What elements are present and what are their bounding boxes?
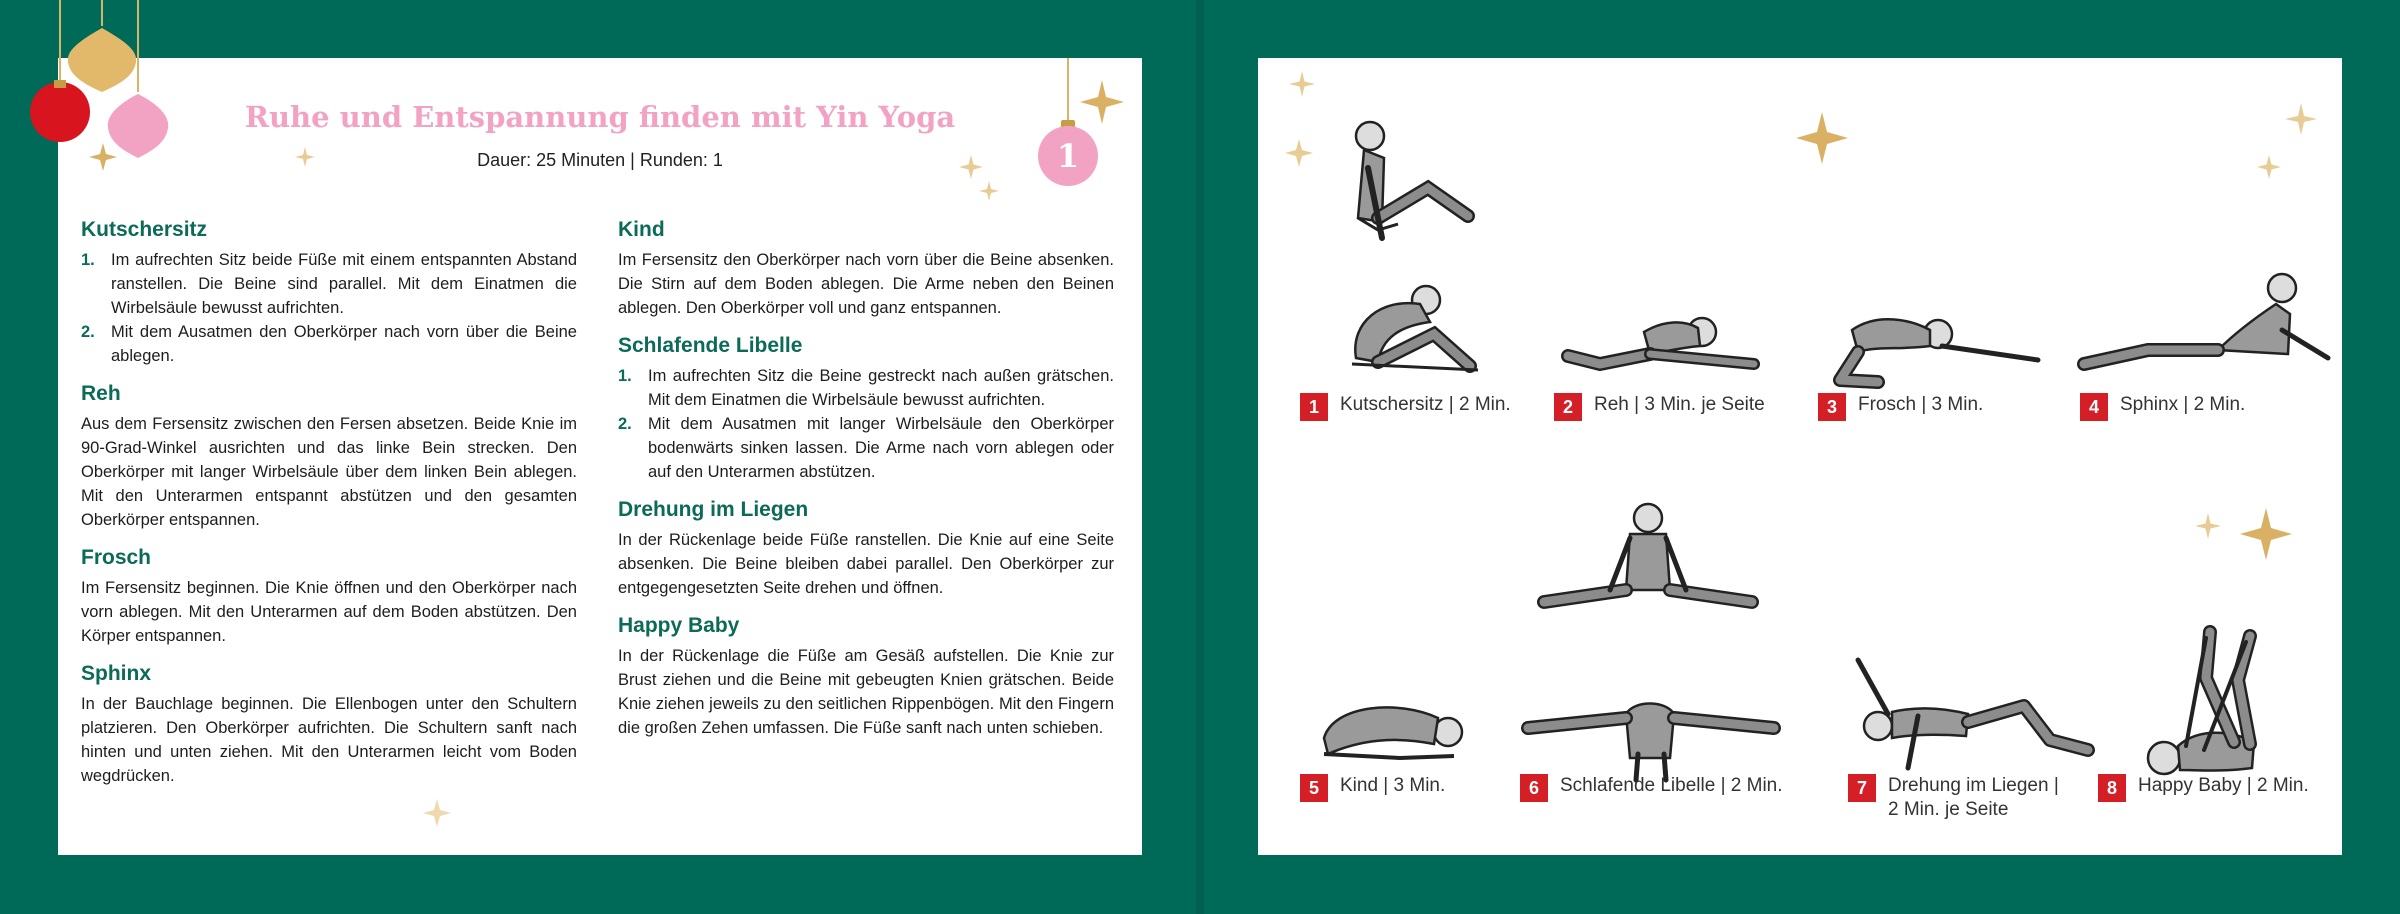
caption-text: Drehung im Liegen | bbox=[1888, 775, 2059, 796]
step-number: 1. bbox=[618, 367, 632, 385]
section-text: In der Rückenlage beide Füße ranstellen. Die Knie auf eine Seite absenken. Die Beine bleiben dabei parallel. Den Oberkörper zur entgegengesetzten Seite drehen und öffnen. bbox=[618, 531, 1114, 597]
section-text: Aus dem Fersensitz zwischen den Fersen absetzen. Beide Knie im 90-Grad-Winkel ausrichten und das linke Bein strecken. Den Oberkörper mit langer Wirbelsäule über dem linken Bein ablegen. Mit den Unterarmen entspannt abstützen und den gesamten Oberkörper entspannen. bbox=[81, 415, 577, 529]
section-text: Im Fersensitz den Oberkörper nach vorn über die Beine absenken. Die Stirn auf dem Boden ablegen. Die Arme neben den Beinen ablegen. Den Oberkörper voll und ganz entspannen. bbox=[618, 251, 1114, 317]
section-kind bbox=[618, 218, 1114, 320]
caption-7 bbox=[1848, 774, 2059, 822]
caption-1 bbox=[1300, 393, 1511, 421]
list-item bbox=[618, 412, 1114, 484]
step-list bbox=[81, 248, 577, 368]
caption-text: Sphinx | 2 Min. bbox=[2120, 394, 2246, 415]
text-column-right bbox=[618, 218, 1114, 754]
list-item bbox=[618, 364, 1114, 412]
step-number: 2. bbox=[618, 415, 632, 433]
step-list bbox=[618, 364, 1114, 484]
section-title: Frosch bbox=[81, 546, 152, 569]
section-text: In der Bauchlage beginnen. Die Ellenbogen unter den Schultern platzieren. Den Oberkörper aufrichten. Die Schultern sanft nach hinten und unten ziehen. Mit den Unterarmen leicht vom Boden wegdrücken. bbox=[81, 695, 577, 785]
caption-number: 3 bbox=[1818, 393, 1846, 421]
caption-text: Kutschersitz | 2 Min. bbox=[1340, 394, 1511, 415]
caption-8 bbox=[2098, 774, 2309, 802]
caption-text-line2: 2 Min. je Seite bbox=[1888, 799, 2009, 820]
step-text: Mit dem Ausatmen mit langer Wirbelsäule den Oberkörper bodenwärts sinken lassen. Die Arme nach vorn ablegen oder auf den Unterarmen abstützen. bbox=[648, 415, 1114, 481]
list-item bbox=[81, 320, 577, 368]
section-title: Kutschersitz bbox=[81, 218, 208, 241]
star-icon bbox=[2284, 102, 2318, 136]
section-title: Happy Baby bbox=[618, 614, 740, 637]
caption-text: Reh | 3 Min. je Seite bbox=[1594, 394, 1765, 415]
caption-text: Schlafende Libelle | 2 Min. bbox=[1560, 775, 1783, 796]
caption-number: 8 bbox=[2098, 774, 2126, 802]
yoga-figure-icon bbox=[1554, 298, 1764, 388]
step-number: 2. bbox=[81, 323, 95, 341]
step-text: Mit dem Ausatmen den Oberkörper nach vorn über die Beine ablegen. bbox=[111, 323, 577, 365]
page-subtitle: Dauer: 25 Minuten | Runden: 1 bbox=[477, 150, 723, 170]
section-text: In der Rückenlage die Füße am Gesäß aufstellen. Die Knie zur Brust ziehen und die Beine mit gebeugten Knien grätschen. Beide Knie ziehen jeweils zu den seitlichen Rippenbögen. Mit den Fingern die großen Zehen umfassen. Die Füße sanft nach unten schieben. bbox=[618, 647, 1114, 737]
yoga-figure-icon bbox=[2134, 618, 2304, 798]
star-icon bbox=[1284, 138, 1314, 168]
caption-5 bbox=[1300, 774, 1445, 802]
section-schlafende-libelle bbox=[618, 334, 1114, 484]
caption-text: Frosch | 3 Min. bbox=[1858, 394, 1984, 415]
section-title: Kind bbox=[618, 218, 665, 241]
step-number: 1. bbox=[81, 251, 95, 269]
caption-4 bbox=[2080, 393, 2245, 421]
section-title: Schlafende Libelle bbox=[618, 334, 803, 357]
yoga-figure-icon bbox=[1848, 618, 2098, 778]
caption-text: Kind | 3 Min. bbox=[1340, 775, 1446, 796]
yoga-figure-icon bbox=[1338, 118, 1488, 248]
caption-number: 1 bbox=[1300, 393, 1328, 421]
caption-number: 4 bbox=[2080, 393, 2108, 421]
star-icon bbox=[2238, 506, 2294, 562]
caption-3 bbox=[1818, 393, 1983, 421]
star-icon bbox=[1288, 70, 1316, 98]
list-item bbox=[81, 248, 577, 320]
caption-text-block bbox=[1888, 774, 2059, 822]
section-title: Reh bbox=[81, 382, 121, 405]
yoga-figure-icon bbox=[1338, 278, 1488, 378]
section-sphinx bbox=[81, 662, 577, 788]
star-icon bbox=[1794, 110, 1850, 166]
page-title: Ruhe und Entspannung finden mit Yin Yoga bbox=[244, 100, 956, 134]
round-number-badge: 1 bbox=[1038, 126, 1098, 186]
star-icon bbox=[2194, 512, 2222, 540]
section-title: Drehung im Liegen bbox=[618, 498, 809, 521]
star-icon bbox=[422, 798, 452, 828]
yoga-figure-icon bbox=[1304, 678, 1474, 768]
caption-number: 5 bbox=[1300, 774, 1328, 802]
section-frosch bbox=[81, 546, 577, 648]
caption-number: 6 bbox=[1520, 774, 1548, 802]
yoga-figure-icon bbox=[1818, 294, 2048, 394]
star-icon bbox=[978, 180, 1000, 202]
section-text: Im Fersensitz beginnen. Die Knie öffnen und den Oberkörper nach vorn ablegen. Mit den Unterarmen auf dem Boden abstützen. Den Körper entspannen. bbox=[81, 579, 577, 645]
text-column-left bbox=[81, 218, 577, 802]
caption-2 bbox=[1554, 393, 1765, 421]
section-happy-baby bbox=[618, 614, 1114, 740]
ornament-gold-icon bbox=[68, 28, 136, 92]
caption-number: 7 bbox=[1848, 774, 1876, 802]
section-title: Sphinx bbox=[81, 662, 152, 685]
step-text: Im aufrechten Sitz beide Füße mit einem entspannten Abstand ranstellen. Die Beine sind parallel. Mit dem Einatmen die Wirbelsäule bewusst aufrichten. bbox=[111, 251, 577, 317]
section-reh bbox=[81, 382, 577, 532]
step-text: Im aufrechten Sitz die Beine gestreckt nach außen grätschen. Mit dem Einatmen die Wirbelsäule bewusst aufrichten. bbox=[648, 367, 1114, 409]
caption-text: Happy Baby | 2 Min. bbox=[2138, 775, 2309, 796]
yoga-figure-icon bbox=[2068, 270, 2338, 380]
right-page bbox=[1258, 58, 2342, 855]
section-drehung-im-liegen bbox=[618, 498, 1114, 600]
star-icon bbox=[2256, 154, 2282, 180]
section-kutschersitz bbox=[81, 218, 577, 368]
caption-6 bbox=[1520, 774, 1783, 802]
caption-number: 2 bbox=[1554, 393, 1582, 421]
book-spine bbox=[1196, 0, 1204, 914]
left-page bbox=[58, 58, 1142, 855]
